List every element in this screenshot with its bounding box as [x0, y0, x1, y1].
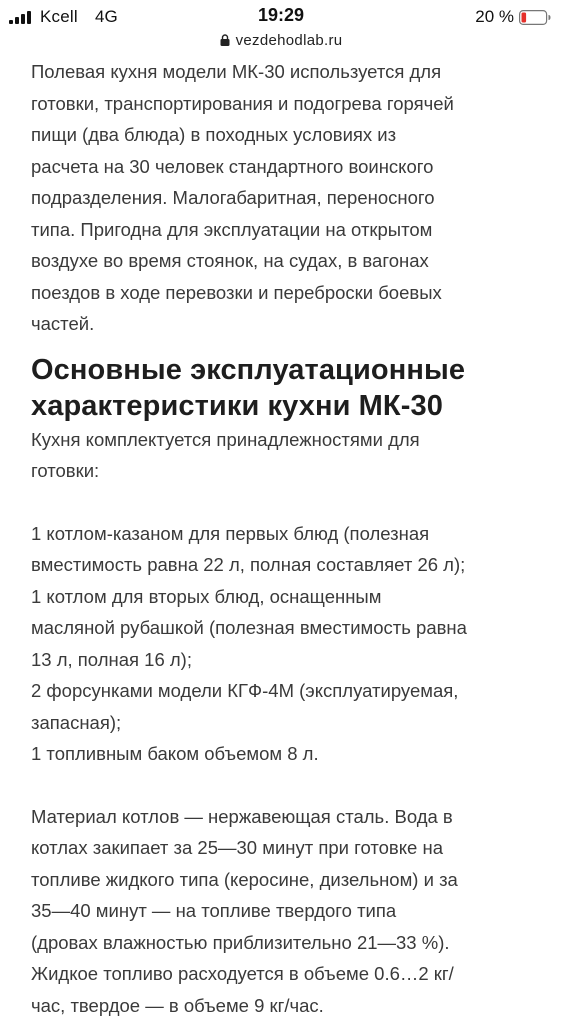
status-time: 19:29 — [0, 5, 562, 26]
material-paragraph: Материал котлов — нержавеющая сталь. Вода в котлах закипает за 25—30 минут при готовке на топливе жидкого типа (керосине, дизельном) и за 35—40 минут — на топливе твердого типа (дровах влажностью приблизительно 21—33 %). Жидкое топливо расходуется в объеме 0.6…2 кг/ час, твердое — в объеме 9 кг/час. — [31, 801, 536, 1021]
battery-fill — [522, 13, 527, 23]
carrier-name: Kcell — [40, 7, 78, 27]
kit-intro-paragraph: Кухня комплектуется принадлежностями для готовки: — [31, 424, 536, 487]
address-bar[interactable] — [0, 32, 562, 54]
battery-percent: 20 % — [475, 7, 514, 27]
intro-paragraph: Полевая кухня модели МК-30 используется для готовки, транспортирования и подогрева горячей пищи (два блюда) в походных условиях из расчета на 30 человек стандартного воинского подразделения. Малогабаритная, переносного типа. Пригодна для эксплуатации на открытом воздухе во время стоянок, на судах, в вагонах поездов в ходе перевозки и переброски боевых частей. — [31, 56, 536, 340]
spacer — [31, 770, 536, 801]
section-heading: Основные эксплуатационные характеристики кухни МК-30 — [31, 352, 536, 424]
kit-list-paragraph: 1 котлом-казаном для первых блюд (полезная вместимость равна 22 л, полная составляет 26 л); 1 котлом для вторых блюд, оснащенным масляной рубашкой (полезная вместимость равна 13 л, полная 16 л); 2 форсунками модели КГФ-4М (эксплуатируемая, запасная); 1 топливным баком объемом 8 л. — [31, 518, 536, 770]
lock-icon — [220, 34, 230, 46]
article-content — [31, 56, 536, 1021]
battery-icon — [519, 10, 551, 25]
status-bar — [0, 0, 562, 32]
site-url: vezdehodlab.ru — [236, 32, 343, 49]
network-type: 4G — [95, 7, 118, 27]
spacer — [31, 487, 536, 518]
